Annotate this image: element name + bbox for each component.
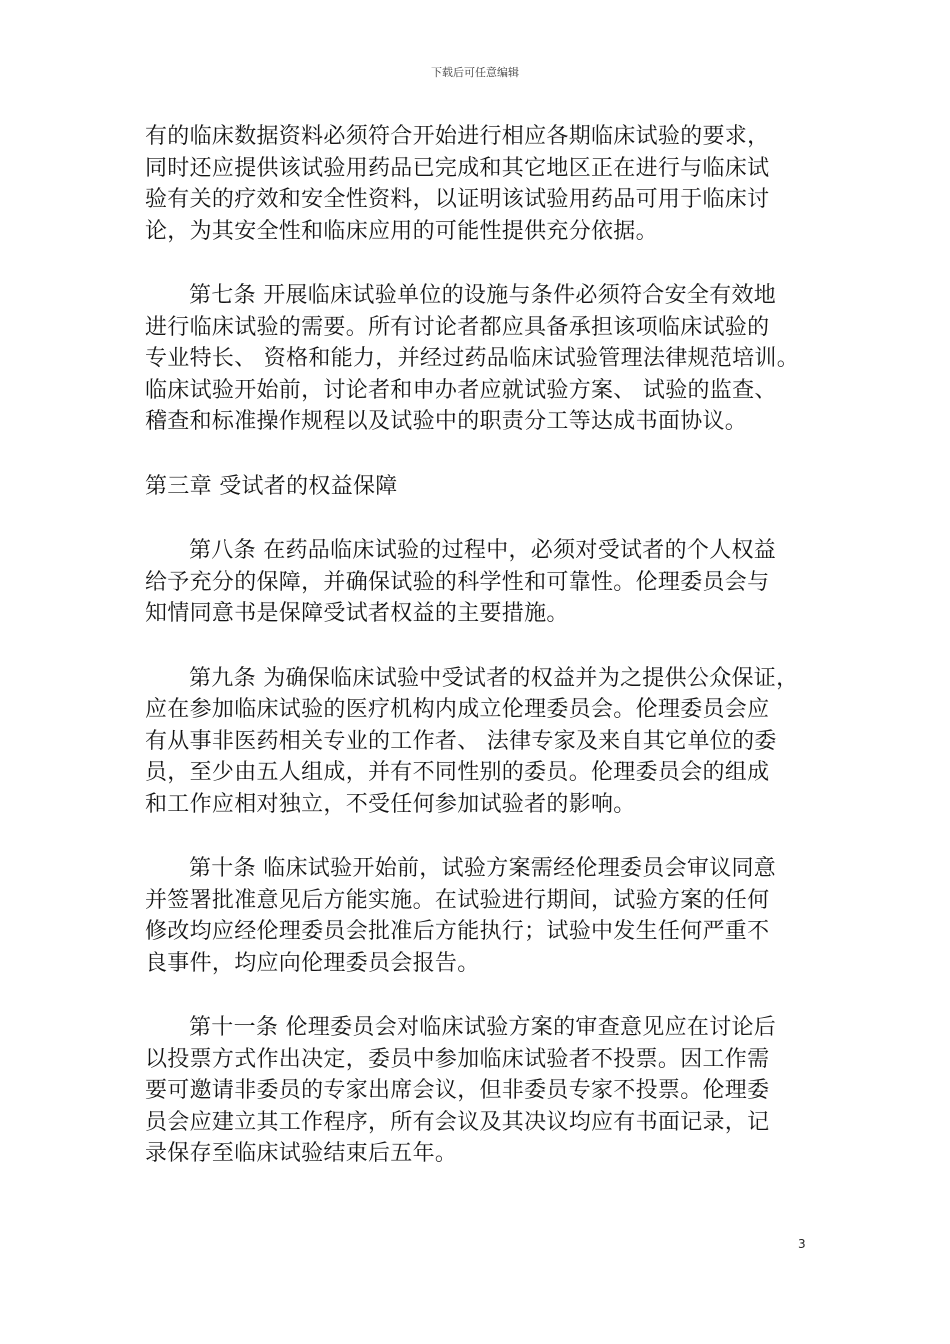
text-line: 稽查和标准操作规程以及试验中的职责分工等达成书面协议。 xyxy=(145,409,748,434)
chapter-heading xyxy=(145,471,835,503)
document-body xyxy=(145,121,835,1170)
text-line: 论，为其安全性和临床应用的可能性提供充分依据。 xyxy=(145,218,658,244)
paragraph-article-8 xyxy=(145,535,835,630)
text-line: 有从事非医药相关专业的工作者、 法律专家及来自其它单位的委 xyxy=(145,728,777,754)
text-line: 第十一条 伦理委员会对临床试验方案的审查意见应在讨论后 xyxy=(189,1015,777,1040)
text-line: 和工作应相对独立，不受任何参加试验者的影响。 xyxy=(145,791,636,817)
text-line: 以投票方式作出决定，委员中参加临床试验者不投票。因工作需 xyxy=(145,1046,770,1072)
text-line: 应在参加临床试验的医疗机构内成立伦理委员会。伦理委员会应 xyxy=(145,697,770,722)
text-line: 并签署批准意见后方能实施。在试验进行期间，试验方案的任何 xyxy=(145,887,770,913)
text-line: 验有关的疗效和安全性资料，以证明该试验用药品可用于临床讨 xyxy=(145,187,770,212)
paragraph-article-11 xyxy=(145,1012,835,1170)
text-line: 给予充分的保障，并确保试验的科学性和可靠性。伦理委员会与 xyxy=(145,569,770,595)
text-line: 录保存至临床试验结束后五年。 xyxy=(145,1141,458,1166)
page-header: 下载后可任意编辑 xyxy=(431,66,519,79)
text-line: 知情同意书是保障受试者权益的主要措施。 xyxy=(145,601,569,626)
paragraph-article-10 xyxy=(145,853,835,979)
paragraph-article-9 xyxy=(145,663,835,821)
text-line: 员，至少由五人组成，并有不同性别的委员。伦理委员会的组成 xyxy=(145,760,770,785)
text-line: 第七条 开展临床试验单位的设施与条件必须符合安全有效地 xyxy=(189,283,777,308)
text-line: 要可邀请非委员的专家出席会议，但非委员专家不投票。伦理委 xyxy=(145,1078,770,1103)
page-number: 3 xyxy=(798,1237,806,1251)
text-line: 良事件，均应向伦理委员会报告。 xyxy=(145,950,480,976)
text-line: 专业特长、 资格和能力，并经过药品临床试验管理法律规范培训。 xyxy=(145,346,799,371)
text-line: 进行临床试验的需要。所有讨论者都应具备承担该项临床试验的 xyxy=(145,314,770,340)
text-line: 第十条 临床试验开始前，试验方案需经伦理委员会审议同意 xyxy=(189,856,777,881)
text-line: 第八条 在药品临床试验的过程中，必须对受试者的个人权益 xyxy=(189,538,777,563)
paragraph-article-7 xyxy=(145,280,835,438)
paragraph-continuation xyxy=(145,121,835,247)
chapter-title: 第三章 受试者的权益保障 xyxy=(145,473,398,499)
text-line: 临床试验开始前，讨论者和申办者应就试验方案、 试验的监查、 xyxy=(145,377,777,403)
text-line: 有的临床数据资料必须符合开始进行相应各期临床试验的要求， xyxy=(145,124,770,149)
text-line: 第九条 为确保临床试验中受试者的权益并为之提供公众保证， xyxy=(189,665,799,691)
text-line: 员会应建立其工作程序，所有会议及其决议均应有书面记录，记 xyxy=(145,1109,770,1135)
text-line: 同时还应提供该试验用药品已完成和其它地区正在进行与临床试 xyxy=(145,155,770,181)
text-line: 修改均应经伦理委员会批准后方能执行；试验中发生任何严重不 xyxy=(145,919,770,944)
